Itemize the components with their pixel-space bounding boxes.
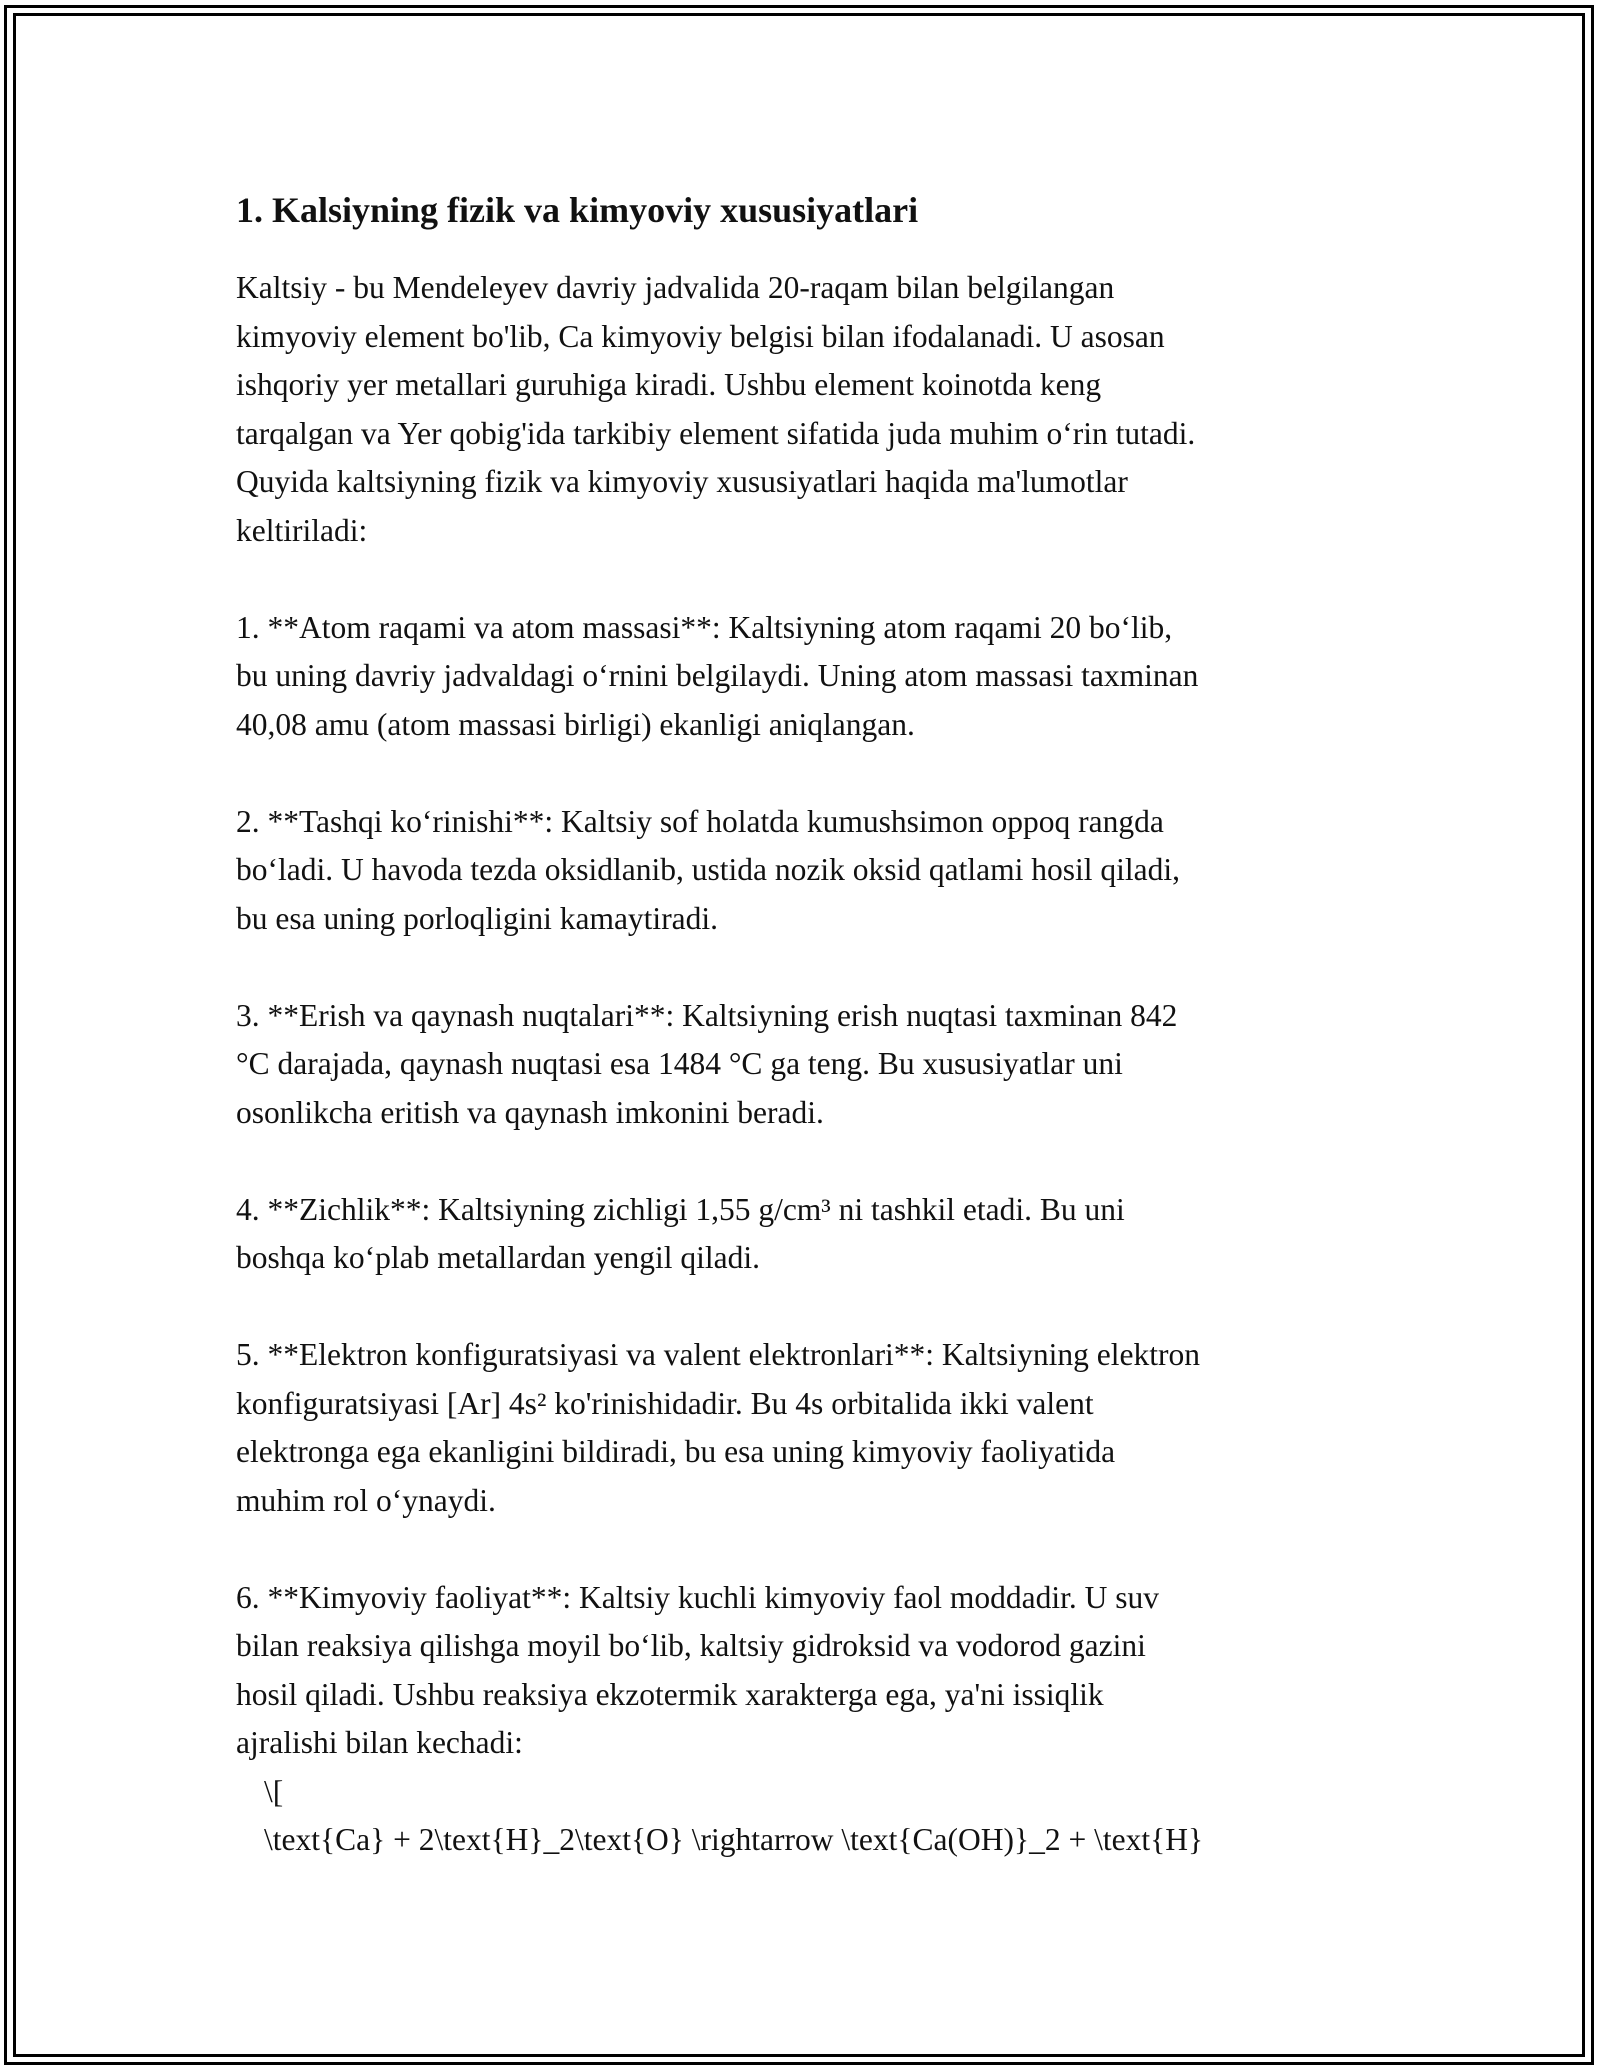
text-line: 3. **Erish va qaynash nuqtalari**: Kaltsiyning erish nuqtasi taxminan 842 [236, 997, 1178, 1033]
list-item-density [236, 1186, 1366, 1283]
text-line: hosil qiladi. Ushbu reaksiya ekzotermik xarakterga ega, ya'ni issiqlik [236, 1676, 1104, 1712]
list-item-electron-config [236, 1331, 1366, 1525]
text-line: Kaltsiy - bu Mendeleyev davriy jadvalida 20-raqam bilan belgilangan [236, 270, 1115, 305]
text-line: bo‘ladi. U havoda tezda oksidlanib, ustida nozik oksid qatlami hosil qiladi, [236, 852, 1180, 887]
text-line: bu uning davriy jadvaldagi o‘rnini belgilaydi. Uning atom massasi taxminan [236, 658, 1199, 693]
text-line: 4. **Zichlik**: Kaltsiyning zichligi 1,55 g/cm³ ni tashkil etadi. Bu uni [236, 1191, 1125, 1227]
equation-line: \text{Ca} + 2\text{H}_2\text{O} \rightarrow \text{Ca(OH)}_2 + \text{H} [264, 1822, 1204, 1857]
text-line: 1. **Atom raqami va atom massasi**: Kaltsiyning atom raqami 20 bo‘lib, [236, 609, 1173, 645]
text-line: 5. **Elektron konfiguratsiyasi va valent elektronlari**: Kaltsiyning elektron [236, 1337, 1201, 1372]
intro-paragraph [236, 264, 1366, 555]
text-line: osonlikcha eritish va qaynash imkonini beradi. [236, 1094, 824, 1130]
text-line: elektronga ega ekanligini bildiradi, bu esa uning kimyoviy faoliyatida [236, 1434, 1116, 1469]
text-line: boshqa ko‘plab metallardan yengil qiladi. [236, 1240, 760, 1275]
equation-open-line: \[ [264, 1773, 284, 1809]
document-body [236, 186, 1366, 1865]
text-line: bu esa uning porloqligini kamaytiradi. [236, 900, 719, 936]
text-line: Quyida kaltsiyning fizik va kimyoviy xususiyatlari haqida ma'lumotlar [236, 464, 1128, 499]
text-line: muhim rol o‘ynaydi. [236, 1482, 496, 1518]
text-line: keltiriladi: [236, 512, 368, 548]
text-line: tarqalgan va Yer qobig'ida tarkibiy element sifatida juda muhim o‘rin tutadi. [236, 415, 1196, 451]
text-line: konfiguratsiyasi [Ar] 4s² ko'rinishidadir. Bu 4s orbitalida ikki valent [236, 1385, 1094, 1421]
text-line: kimyoviy element bo'lib, Ca kimyoviy belgisi bilan ifodalanadi. U asosan [236, 318, 1165, 354]
text-line: bilan reaksiya qilishga moyil bo‘lib, kaltsiy gidroksid va vodorod gazini [236, 1628, 1146, 1663]
text-line: 2. **Tashqi ko‘rinishi**: Kaltsiy sof holatda kumushsimon oppoq rangda [236, 803, 1164, 839]
list-item-chemical-activity [236, 1574, 1366, 1865]
list-item-atom-number [236, 604, 1366, 750]
text-line: 6. **Kimyoviy faoliyat**: Kaltsiy kuchli kimyoviy faol moddadir. U suv [236, 1579, 1160, 1615]
list-item-melting-boiling [236, 992, 1366, 1138]
text-line: °C darajada, qaynash nuqtasi esa 1484 °C ga teng. Bu xususiyatlar uni [236, 1046, 1123, 1081]
text-line: ishqoriy yer metallari guruhiga kiradi. Ushbu element koinotda keng [236, 367, 1102, 402]
text-line: 40,08 amu (atom massasi birligi) ekanligi aniqlangan. [236, 706, 915, 742]
section-heading: 1. Kalsiyning fizik va kimyoviy xususiyatlari [236, 190, 919, 230]
list-item-appearance [236, 798, 1366, 944]
text-line: ajralishi bilan kechadi: [236, 1725, 523, 1760]
